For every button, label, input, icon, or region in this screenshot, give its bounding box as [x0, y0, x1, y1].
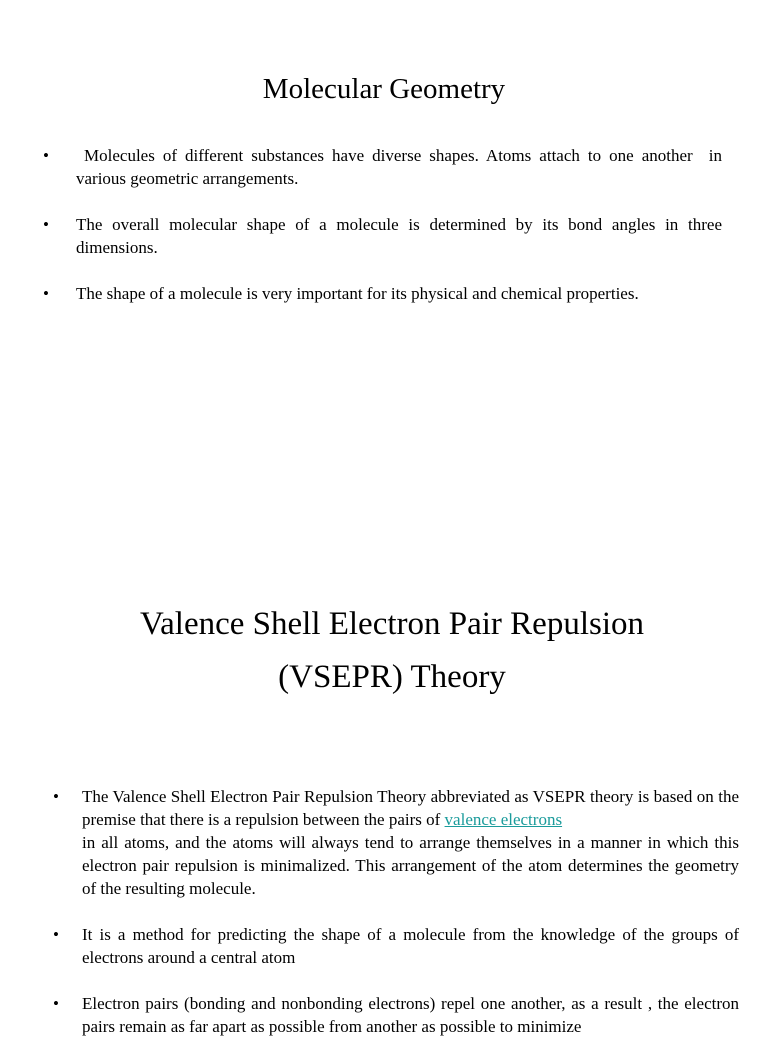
list-item [43, 213, 722, 259]
bullet-list [53, 785, 739, 1061]
list-item [53, 923, 739, 969]
list-item [43, 282, 722, 305]
list-item [53, 992, 739, 1038]
bullet-text: Molecules of different substances have diverse shapes. Atoms attach to one another in various geometric arrangements. [76, 146, 727, 188]
bullet-marker: • [43, 146, 49, 165]
bullet-marker: • [53, 925, 59, 944]
bullet-marker: • [53, 787, 59, 806]
slide-title-line-1: Valence Shell Electron Pair Repulsion [139, 606, 645, 642]
slide-title: Molecular Geometry [262, 73, 506, 105]
bullet-marker: • [53, 994, 59, 1013]
slide-title [0, 598, 784, 704]
bullet-text: The Valence Shell Electron Pair Repulsion Theory abbreviated as VSEPR theory is based on the premise that there is a repulsion between the pairs of [82, 787, 739, 829]
slide-vsepr-theory [0, 512, 768, 1036]
bullet-text: Electron pairs (bonding and nonbonding electrons) repel one another, as a result , the electron pairs remain as far apart as possible from another as possible to minimize [82, 994, 739, 1036]
bullet-text-continued: in all atoms, and the atoms will always tend to arrange themselves in a manner in which this electron pair repulsion is minimalized. This arrangement of the atom determines the geometry of the resulting molecule. [82, 833, 739, 898]
list-item [43, 144, 727, 190]
bullet-list [43, 144, 727, 328]
slide-molecular-geometry [0, 0, 768, 512]
bullet-text: It is a method for predicting the shape of a molecule from the knowledge of the groups of electrons around a central atom [82, 925, 739, 967]
slide-title-line-2: (VSEPR) Theory [278, 659, 506, 695]
valence-electrons-link[interactable]: valence electrons [444, 810, 563, 829]
bullet-text: The overall molecular shape of a molecule is determined by its bond angles in three dimensions. [76, 215, 722, 257]
bullet-text: The shape of a molecule is very important for its physical and chemical properties. [76, 284, 639, 303]
bullet-marker: • [43, 215, 49, 234]
list-item [53, 785, 739, 900]
bullet-marker: • [43, 284, 49, 303]
